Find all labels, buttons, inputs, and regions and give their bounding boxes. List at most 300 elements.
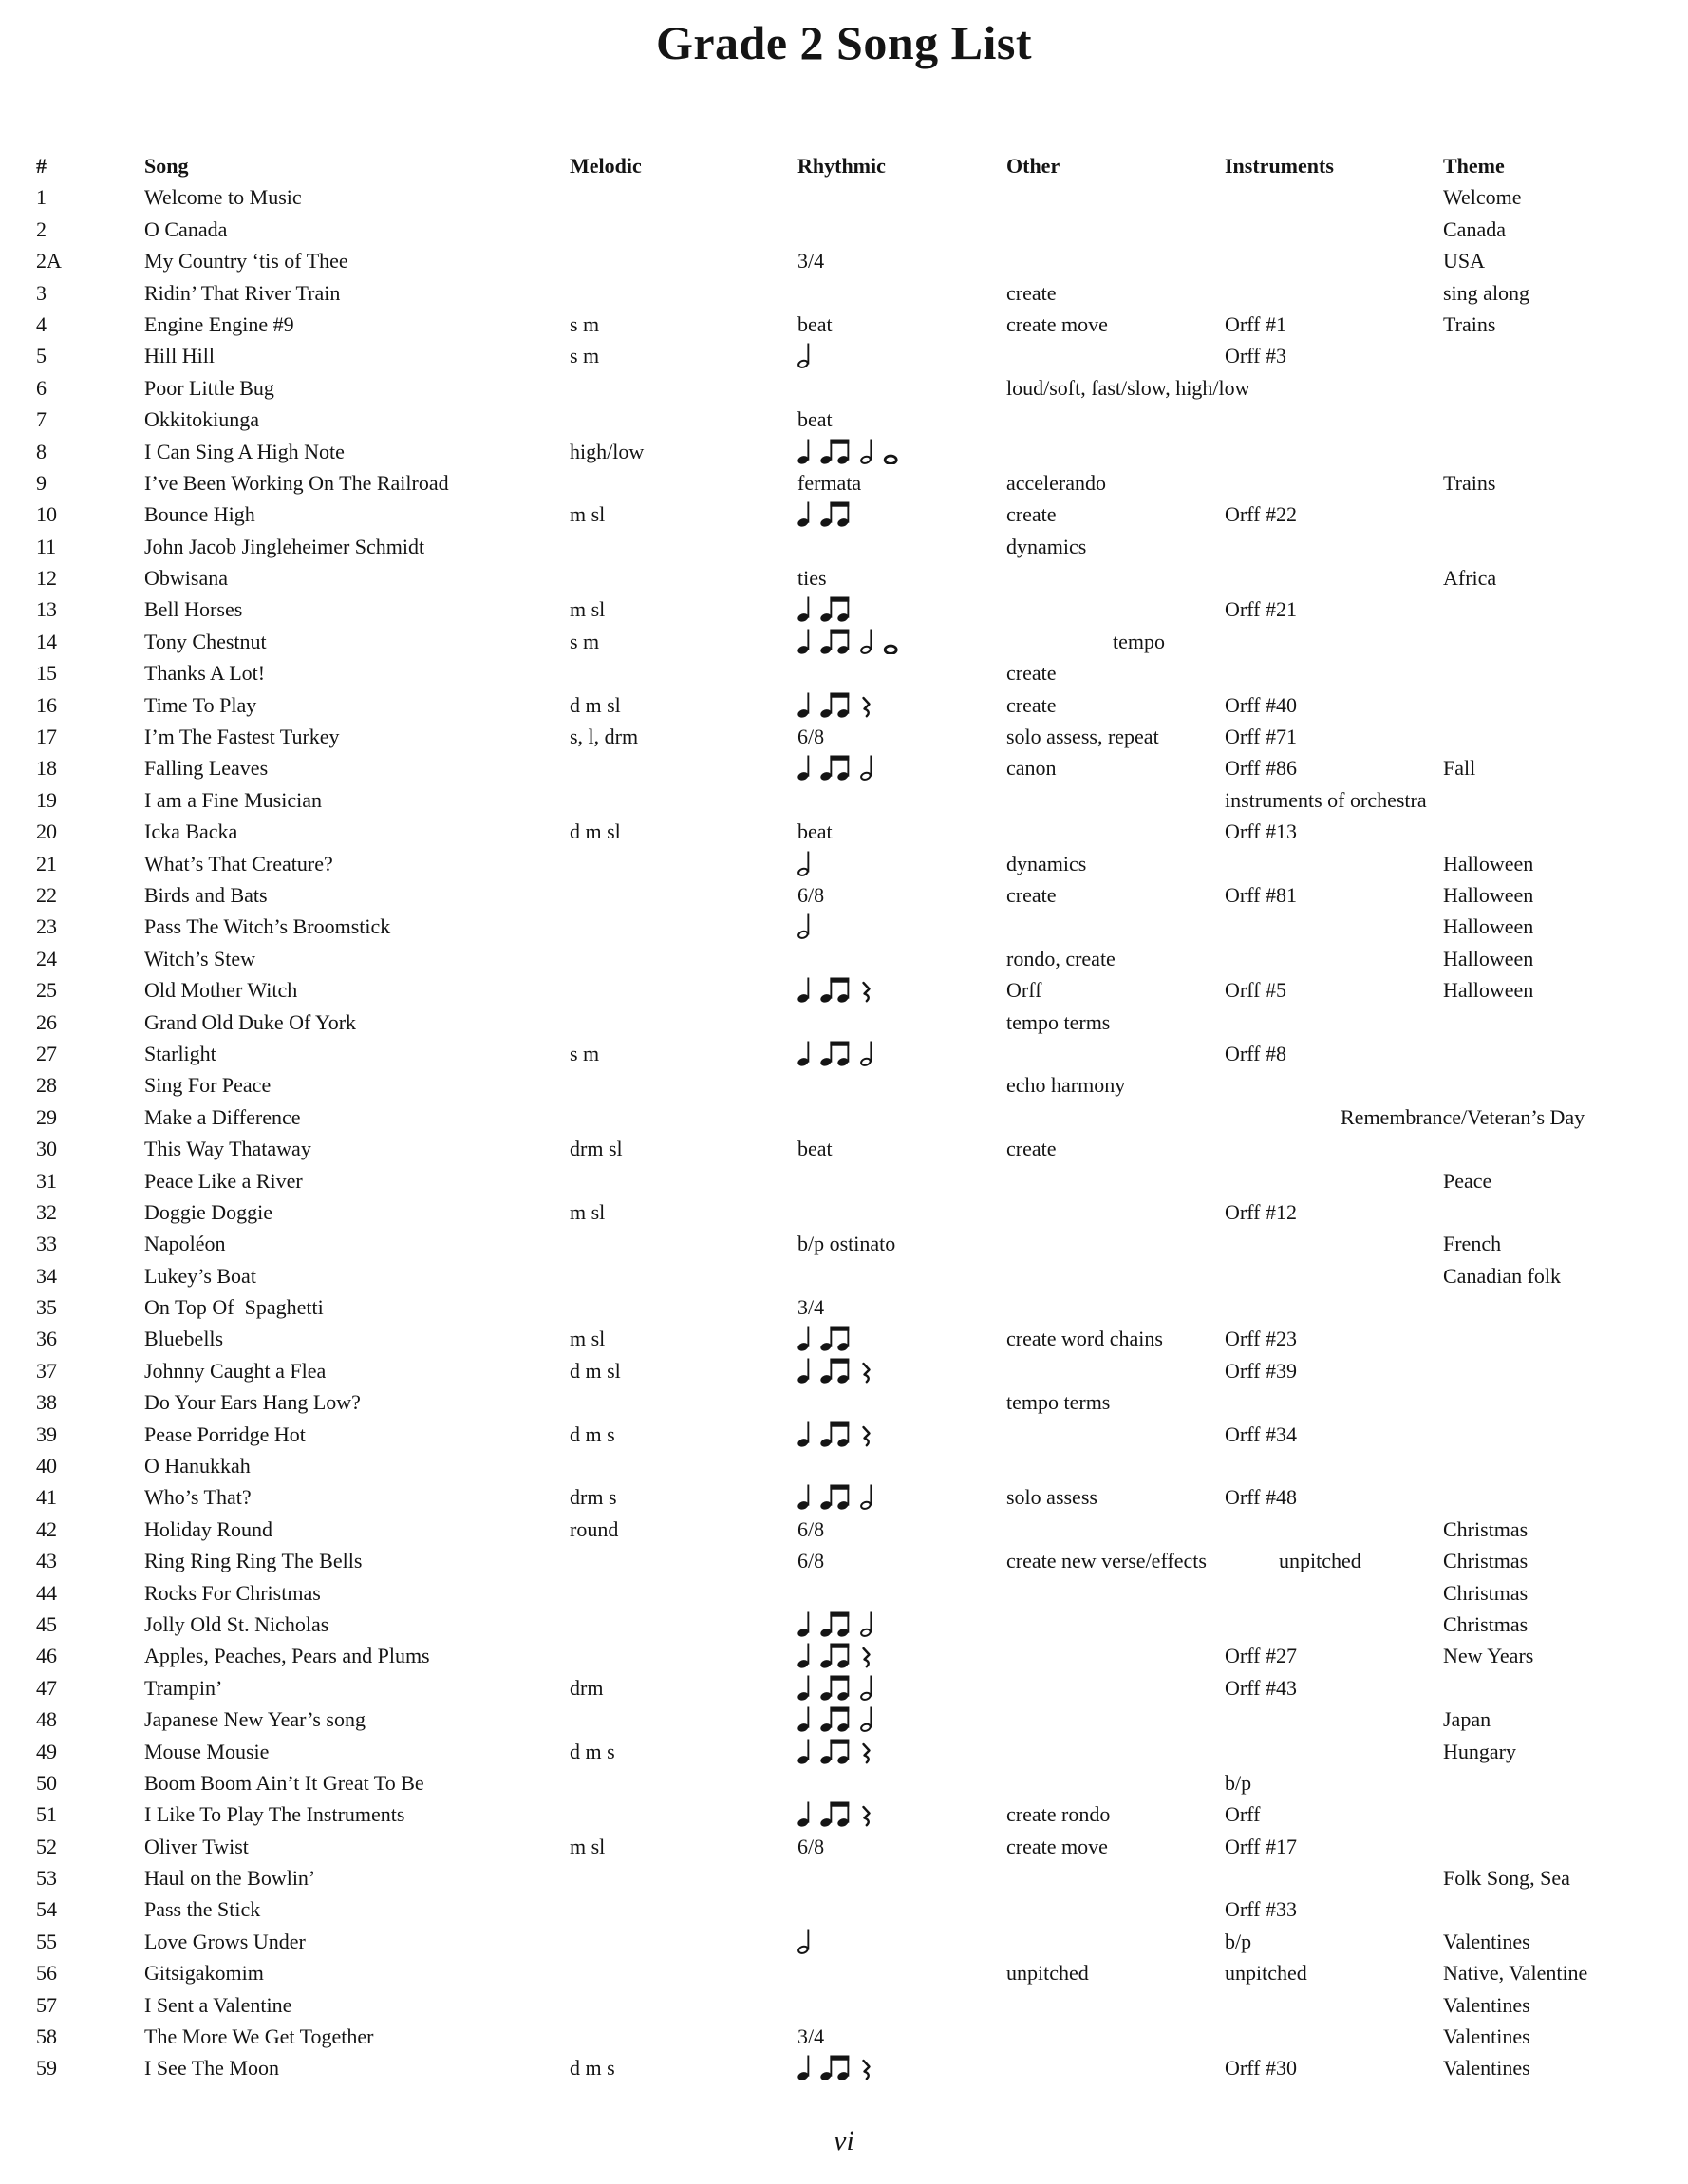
table-row [36, 340, 1688, 371]
cell-rhythmic [797, 1736, 872, 1767]
cell-instruments: Orff #8 [1225, 1041, 1286, 1065]
quarter-note-icon [797, 1419, 812, 1447]
eighth-pair-icon [820, 1323, 852, 1351]
cell-number: 56 [36, 1961, 57, 1986]
cell-theme: Canadian folk [1443, 1263, 1562, 1288]
cell-song-title: Falling Leaves [144, 756, 269, 781]
cell-instruments: Orff #86 [1225, 756, 1297, 781]
cell-rhythmic [797, 1926, 812, 1957]
cell-song-title: Hill Hill [144, 344, 215, 368]
half-note-icon [860, 1704, 874, 1732]
cell-theme: Halloween [1443, 851, 1534, 875]
cell-rhythmic [797, 1704, 874, 1735]
cell-number: 41 [36, 1485, 57, 1510]
cell-melodic: round [570, 1516, 619, 1541]
cell-other: create rondo [1006, 1802, 1111, 1827]
cell-song-title: I Can Sing A High Note [144, 439, 345, 463]
cell-song-title: Ridin’ That River Train [144, 280, 341, 305]
cell-number: 25 [36, 978, 57, 1003]
quarter-note-icon [797, 1798, 812, 1827]
header-song: Song [144, 154, 189, 178]
cell-song-title: Grand Old Duke Of York [144, 1009, 357, 1034]
cell-theme: Remembrance/Veteran’s Day [1341, 1104, 1585, 1129]
cell-melodic: drm s [570, 1485, 617, 1510]
cell-instruments: Orff #13 [1225, 819, 1297, 844]
cell-number: 22 [36, 882, 57, 907]
table-row [36, 1069, 1688, 1101]
cell-song-title: Lukey’s Boat [144, 1263, 256, 1288]
cell-melodic: d m sl [570, 1358, 621, 1383]
cell-theme: Hungary [1443, 1739, 1516, 1763]
quarter-note-icon [797, 974, 812, 1003]
table-row [36, 752, 1688, 783]
quarter-rest-icon [860, 1640, 872, 1668]
table-row [36, 1640, 1688, 1671]
cell-theme: Halloween [1443, 882, 1534, 907]
cell-number: 38 [36, 1390, 57, 1415]
table-row [36, 1323, 1688, 1354]
cell-rhythmic [797, 436, 899, 467]
table-row [36, 1704, 1688, 1735]
cell-other: accelerando [1006, 470, 1107, 495]
table-row [36, 816, 1688, 847]
cell-instruments: Orff #5 [1225, 978, 1286, 1003]
eighth-pair-icon [820, 1419, 852, 1447]
cell-rhythmic [797, 689, 872, 721]
cell-song-title: Rocks For Christmas [144, 1580, 321, 1605]
quarter-note-icon [797, 499, 812, 527]
cell-song-title: I Sent a Valentine [144, 1992, 292, 2017]
table-row [36, 372, 1688, 404]
cell-rhythmic [797, 1481, 874, 1513]
eighth-pair-icon [820, 2052, 852, 2080]
cell-other: create word chains [1006, 1327, 1163, 1351]
cell-instruments: Orff #21 [1225, 597, 1297, 622]
table-row [36, 467, 1688, 499]
cell-song-title: Holiday Round [144, 1516, 273, 1541]
quarter-note-icon [797, 1481, 812, 1510]
cell-theme: Peace [1443, 1168, 1492, 1193]
table-row [36, 1926, 1688, 1957]
eighth-pair-icon [820, 752, 852, 781]
table-row [36, 1450, 1688, 1481]
cell-number: 20 [36, 819, 57, 844]
cell-song-title: Haul on the Bowlin’ [144, 1866, 316, 1891]
cell-theme: Halloween [1443, 978, 1534, 1003]
cell-theme: sing along [1443, 280, 1530, 305]
cell-song-title: Sing For Peace [144, 1073, 272, 1098]
cell-rhythmic: 3/4 [797, 1295, 825, 1320]
page-title: Grade 2 Song List [655, 16, 1033, 69]
cell-song-title: I See The Moon [144, 2056, 279, 2080]
cell-number: 50 [36, 1770, 57, 1795]
cell-melodic: d m sl [570, 819, 621, 844]
table-row [36, 499, 1688, 530]
cell-song-title: Starlight [144, 1041, 216, 1065]
table-row [36, 1767, 1688, 1798]
half-note-icon [797, 340, 812, 368]
cell-rhythmic: 6/8 [797, 1549, 825, 1573]
cell-number: 18 [36, 756, 57, 781]
cell-other: solo assess [1006, 1485, 1097, 1510]
cell-theme: Africa [1443, 566, 1497, 591]
cell-song-title: Tony Chestnut [144, 629, 267, 653]
cell-other: create move [1006, 1834, 1108, 1858]
cell-song-title: Make a Difference [144, 1104, 301, 1129]
cell-song-title: Do Your Ears Hang Low? [144, 1390, 361, 1415]
cell-number: 6 [36, 375, 47, 400]
cell-theme: New Years [1443, 1644, 1534, 1668]
quarter-note-icon [797, 1609, 812, 1637]
table-row [36, 1672, 1688, 1704]
cell-theme: French [1443, 1232, 1502, 1256]
cell-song-title: On Top Of Spaghetti [144, 1295, 324, 1320]
cell-song-title: Pease Porridge Hot [144, 1421, 306, 1446]
table-row [36, 721, 1688, 752]
cell-number: 35 [36, 1295, 57, 1320]
cell-other: loud/soft, fast/slow, high/low [1006, 375, 1250, 400]
cell-other: Orff [1006, 978, 1042, 1003]
table-row [36, 879, 1688, 911]
cell-number: 5 [36, 344, 47, 368]
quarter-note-icon [797, 1323, 812, 1351]
cell-song-title: Birds and Bats [144, 882, 268, 907]
cell-song-title: Bell Horses [144, 597, 243, 622]
header-instruments: Instruments [1225, 154, 1334, 178]
cell-other: tempo [1113, 629, 1165, 653]
cell-song-title: The More We Get Together [144, 2024, 374, 2049]
eighth-pair-icon [820, 1640, 852, 1668]
table-row [36, 593, 1688, 625]
cell-song-title: O Hanukkah [144, 1454, 251, 1478]
cell-other: dynamics [1006, 851, 1087, 875]
cell-theme: Halloween [1443, 914, 1534, 939]
cell-rhythmic: 6/8 [797, 725, 825, 749]
cell-rhythmic: beat [797, 1137, 833, 1161]
header-theme: Theme [1443, 154, 1505, 178]
cell-other: canon [1006, 756, 1057, 781]
table-row [36, 1609, 1688, 1640]
cell-melodic: drm [570, 1675, 604, 1700]
table-row [36, 1545, 1688, 1576]
quarter-note-icon [797, 436, 812, 464]
cell-theme: Trains [1443, 470, 1496, 495]
header-melodic: Melodic [570, 154, 642, 178]
cell-theme: Japan [1443, 1707, 1491, 1732]
cell-rhythmic: b/p ostinato [797, 1232, 896, 1256]
quarter-note-icon [797, 1672, 812, 1701]
song-table-body [36, 181, 1688, 2083]
table-row [36, 1989, 1688, 2021]
table-row [36, 911, 1688, 942]
cell-instruments: unpitched [1279, 1549, 1361, 1573]
cell-rhythmic [797, 340, 812, 371]
cell-other: create [1006, 661, 1057, 686]
cell-song-title: Bluebells [144, 1327, 224, 1351]
table-row [36, 1007, 1688, 1038]
table-row [36, 1798, 1688, 1830]
cell-instruments: Orff #3 [1225, 344, 1286, 368]
table-row [36, 2052, 1688, 2083]
cell-number: 19 [36, 787, 57, 812]
cell-rhythmic [797, 593, 852, 625]
cell-number: 55 [36, 1929, 57, 1953]
cell-number: 2 [36, 217, 47, 241]
cell-number: 57 [36, 1992, 57, 2017]
cell-song-title: Icka Backa [144, 819, 238, 844]
cell-melodic: m sl [570, 1834, 606, 1858]
cell-rhythmic [797, 1640, 872, 1671]
cell-melodic: s m [570, 629, 600, 653]
cell-melodic: m sl [570, 1199, 606, 1224]
half-note-icon [797, 848, 812, 876]
cell-rhythmic: 3/4 [797, 249, 825, 273]
table-row [36, 1165, 1688, 1196]
cell-other: create [1006, 502, 1057, 527]
cell-song-title: My Country ‘tis of Thee [144, 249, 348, 273]
cell-instruments: Orff #27 [1225, 1644, 1297, 1668]
cell-rhythmic [797, 1798, 872, 1830]
quarter-rest-icon [860, 689, 872, 718]
cell-song-title: This Way Thataway [144, 1137, 311, 1161]
quarter-rest-icon [860, 974, 872, 1003]
table-row [36, 562, 1688, 593]
cell-instruments: Orff #48 [1225, 1485, 1297, 1510]
header-other: Other [1006, 154, 1060, 178]
table-row [36, 1831, 1688, 1862]
table-row [36, 181, 1688, 213]
cell-number: 39 [36, 1421, 57, 1446]
cell-song-title: Witch’s Stew [144, 946, 256, 970]
table-row [36, 1514, 1688, 1545]
cell-number: 51 [36, 1802, 57, 1827]
cell-number: 13 [36, 597, 57, 622]
cell-other: create [1006, 692, 1057, 717]
table-row [36, 277, 1688, 309]
table-header-row [36, 150, 1688, 181]
cell-theme: Christmas [1443, 1611, 1529, 1636]
eighth-pair-icon [820, 1355, 852, 1384]
table-row [36, 1038, 1688, 1069]
cell-number: 44 [36, 1580, 57, 1605]
cell-number: 3 [36, 280, 47, 305]
cell-rhythmic: beat [797, 819, 833, 844]
cell-number: 47 [36, 1675, 57, 1700]
cell-number: 21 [36, 851, 57, 875]
cell-song-title: Who’s That? [144, 1485, 252, 1510]
quarter-rest-icon [860, 1798, 872, 1827]
cell-song-title: Bounce High [144, 502, 255, 527]
eighth-pair-icon [820, 436, 852, 464]
cell-number: 33 [36, 1232, 57, 1256]
cell-rhythmic [797, 1323, 852, 1354]
cell-melodic: s m [570, 311, 600, 336]
table-row [36, 1133, 1688, 1164]
page-number: vi [834, 2125, 854, 2156]
cell-instruments: Orff #1 [1225, 311, 1286, 336]
cell-instruments: Orff #22 [1225, 502, 1297, 527]
cell-rhythmic [797, 974, 872, 1006]
cell-instruments: Orff #43 [1225, 1675, 1297, 1700]
cell-other: create [1006, 1137, 1057, 1161]
cell-song-title: Pass The Witch’s Broomstick [144, 914, 391, 939]
table-row [36, 657, 1688, 688]
cell-instruments: instruments of orchestra [1225, 787, 1427, 812]
quarter-note-icon [797, 689, 812, 718]
table-row [36, 1862, 1688, 1893]
cell-song-title: Welcome to Music [144, 185, 302, 210]
quarter-note-icon [797, 1736, 812, 1764]
cell-other: echo harmony [1006, 1073, 1126, 1098]
cell-theme: Welcome [1443, 185, 1522, 210]
cell-instruments: Orff [1225, 1802, 1261, 1827]
quarter-note-icon [797, 1704, 812, 1732]
cell-rhythmic [797, 1672, 874, 1704]
cell-song-title: Boom Boom Ain’t It Great To Be [144, 1770, 424, 1795]
cell-instruments: Orff #40 [1225, 692, 1297, 717]
cell-song-title: Okkitokiunga [144, 407, 259, 432]
cell-instruments: Orff #17 [1225, 1834, 1297, 1858]
eighth-pair-icon [820, 1736, 852, 1764]
song-table [36, 150, 1688, 2084]
cell-rhythmic [797, 1355, 872, 1386]
cell-number: 9 [36, 470, 47, 495]
cell-theme: Fall [1443, 756, 1476, 781]
eighth-pair-icon [820, 1672, 852, 1701]
eighth-pair-icon [820, 1481, 852, 1510]
cell-number: 27 [36, 1041, 57, 1065]
cell-number: 34 [36, 1263, 57, 1288]
quarter-note-icon [797, 593, 812, 622]
cell-instruments: Orff #33 [1225, 1897, 1297, 1922]
table-row [36, 2021, 1688, 2052]
cell-theme: Halloween [1443, 946, 1534, 970]
cell-number: 30 [36, 1137, 57, 1161]
table-row [36, 245, 1688, 276]
cell-number: 43 [36, 1549, 57, 1573]
cell-melodic: d m sl [570, 692, 621, 717]
cell-number: 59 [36, 2056, 57, 2080]
cell-song-title: I’m The Fastest Turkey [144, 725, 340, 749]
cell-theme: Christmas [1443, 1580, 1529, 1605]
cell-melodic: high/low [570, 439, 645, 463]
cell-song-title: Doggie Doggie [144, 1199, 273, 1224]
cell-instruments: Orff #12 [1225, 1199, 1297, 1224]
cell-number: 24 [36, 946, 57, 970]
half-note-icon [860, 436, 874, 464]
quarter-rest-icon [860, 1355, 872, 1384]
cell-song-title: Obwisana [144, 566, 228, 591]
cell-theme: Valentines [1443, 2024, 1530, 2049]
table-row [36, 214, 1688, 245]
cell-song-title: Napoléon [144, 1232, 226, 1256]
cell-melodic: m sl [570, 1327, 606, 1351]
cell-instruments: Orff #30 [1225, 2056, 1297, 2080]
cell-other: tempo terms [1006, 1390, 1111, 1415]
half-note-icon [860, 752, 874, 781]
quarter-note-icon [797, 1640, 812, 1668]
cell-song-title: What’s That Creature? [144, 851, 333, 875]
cell-number: 46 [36, 1644, 57, 1668]
cell-song-title: I’ve Been Working On The Railroad [144, 470, 449, 495]
quarter-rest-icon [860, 2052, 872, 2080]
eighth-pair-icon [820, 593, 852, 622]
table-row [36, 309, 1688, 340]
table-row [36, 1736, 1688, 1767]
cell-melodic: s m [570, 1041, 600, 1065]
cell-song-title: Apples, Peaches, Pears and Plums [144, 1644, 430, 1668]
cell-number: 7 [36, 407, 47, 432]
cell-other: tempo terms [1006, 1009, 1111, 1034]
table-row [36, 1291, 1688, 1323]
cell-theme: Folk Song, Sea [1443, 1866, 1570, 1891]
cell-rhythmic: 6/8 [797, 1834, 825, 1858]
half-note-icon [860, 1609, 874, 1637]
cell-song-title: Jolly Old St. Nicholas [144, 1611, 329, 1636]
cell-rhythmic [797, 1609, 874, 1640]
cell-song-title: Time To Play [144, 692, 257, 717]
eighth-pair-icon [820, 1609, 852, 1637]
cell-number: 42 [36, 1516, 57, 1541]
cell-song-title: Gitsigakomim [144, 1961, 264, 1986]
cell-theme: Canada [1443, 217, 1506, 241]
quarter-rest-icon [860, 1736, 872, 1764]
whole-note-icon [883, 436, 899, 464]
cell-number: 16 [36, 692, 57, 717]
cell-instruments: b/p [1225, 1929, 1252, 1953]
cell-instruments: Orff #39 [1225, 1358, 1297, 1383]
cell-melodic: s, l, drm [570, 725, 639, 749]
cell-other: create move [1006, 311, 1108, 336]
half-note-icon [860, 1672, 874, 1701]
cell-number: 8 [36, 439, 47, 463]
cell-song-title: Engine Engine #9 [144, 311, 294, 336]
cell-rhythmic [797, 848, 812, 879]
cell-number: 10 [36, 502, 57, 527]
cell-song-title: Poor Little Bug [144, 375, 274, 400]
cell-theme: Trains [1443, 311, 1496, 336]
cell-instruments: Orff #71 [1225, 725, 1297, 749]
cell-song-title: Japanese New Year’s song [144, 1707, 366, 1732]
cell-number: 15 [36, 661, 57, 686]
table-row [36, 1481, 1688, 1513]
cell-number: 58 [36, 2024, 57, 2049]
cell-number: 1 [36, 185, 47, 210]
cell-other: unpitched [1006, 1961, 1089, 1986]
cell-rhythmic: 3/4 [797, 2024, 825, 2049]
table-row [36, 404, 1688, 435]
cell-theme: Christmas [1443, 1549, 1529, 1573]
cell-theme: Christmas [1443, 1516, 1529, 1541]
cell-number: 37 [36, 1358, 57, 1383]
cell-number: 45 [36, 1611, 57, 1636]
cell-song-title: Trampin’ [144, 1675, 223, 1700]
cell-song-title: I am a Fine Musician [144, 787, 322, 812]
table-row [36, 1260, 1688, 1291]
cell-rhythmic [797, 911, 812, 942]
cell-rhythmic: 6/8 [797, 882, 825, 907]
cell-number: 40 [36, 1454, 57, 1478]
table-row [36, 1228, 1688, 1259]
quarter-note-icon [797, 2052, 812, 2080]
cell-other: create [1006, 882, 1057, 907]
cell-song-title: Ring Ring Ring The Bells [144, 1549, 363, 1573]
cell-instruments: b/p [1225, 1770, 1252, 1795]
cell-instruments: Orff #23 [1225, 1327, 1297, 1351]
cell-number: 23 [36, 914, 57, 939]
cell-number: 53 [36, 1866, 57, 1891]
table-row [36, 1957, 1688, 1988]
